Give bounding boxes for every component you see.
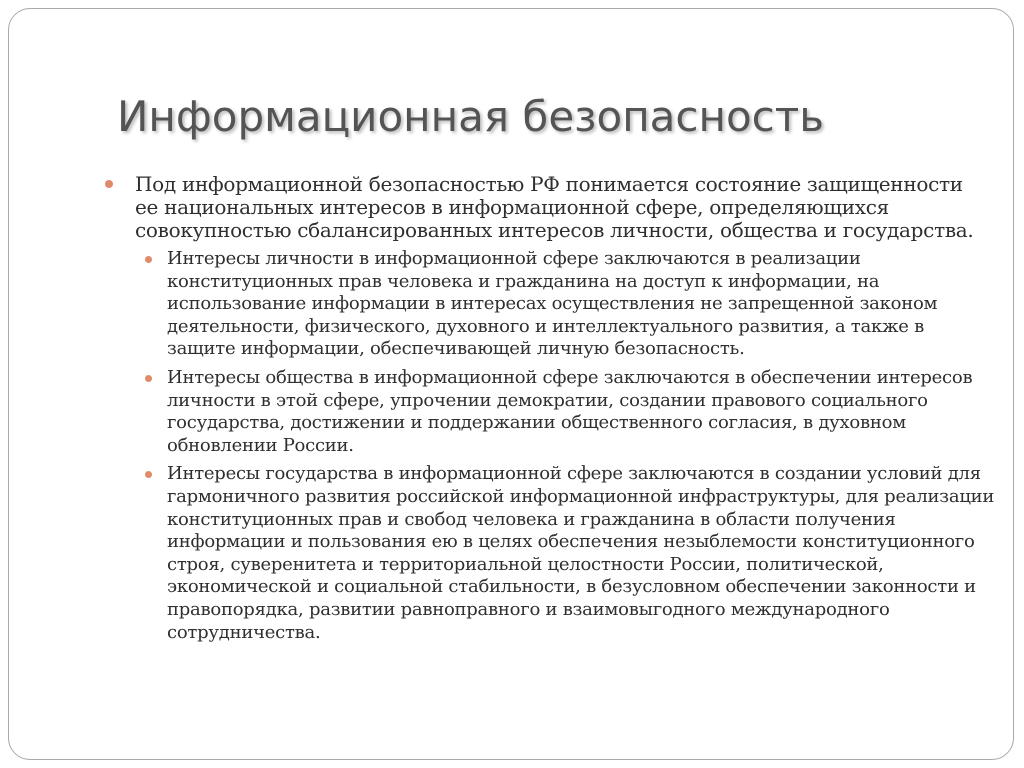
sub-bullet-text: Интересы государства в информационной сфере заключаются в создании условий для гармоничного развития российской информационной инфраструктуры, для реализации конституционных прав и свобод человека и гражданина в области получения информации и пользования ею в целях обеспечения незыблемости конституционного строя, суверенитета и территориальной целостности России, политической, экономической и социальной стабильности, в безусловном обеспечении законности и правопорядка, развитии равноправного и взаимовыгодного международного сотрудничества.	[167, 463, 995, 643]
slide-content	[9, 173, 1014, 650]
bullet-item	[135, 173, 985, 242]
sub-bullet-item-personal	[167, 248, 997, 361]
sub-bullet-item-state	[167, 463, 997, 644]
bullet-dot-icon	[105, 180, 113, 188]
bullet-dot-icon	[145, 256, 152, 263]
bullet-dot-icon	[145, 375, 152, 382]
slide-title: Информационная безопасность	[117, 92, 824, 141]
sub-bullet-item-society	[167, 367, 997, 457]
bullet-text: Под информационной безопасностью РФ понимается состояние защищенности ее национальных интересов в информационной сфере, определяющихся совокупностью сбалансированных интересов личности, общества и государства.	[135, 172, 974, 242]
bullet-dot-icon	[145, 471, 152, 478]
slide	[8, 8, 1014, 760]
sub-bullet-text: Интересы общества в информационной сфере заключаются в обеспечении интересов личности в этой сфере, упрочении демократии, создании правового социального государства, достижении и поддержании общественного согласия, в духовном обновлении России.	[167, 366, 973, 456]
sub-bullet-text: Интересы личности в информационной сфере заключаются в реализации конституционных прав человека и гражданина на доступ к информации, на использование информации в интересах осуществления не запрещенной законом деятельности, физического, духовного и интеллектуального развития, а также в защите информации, обеспечивающей личную безопасность.	[167, 248, 938, 360]
